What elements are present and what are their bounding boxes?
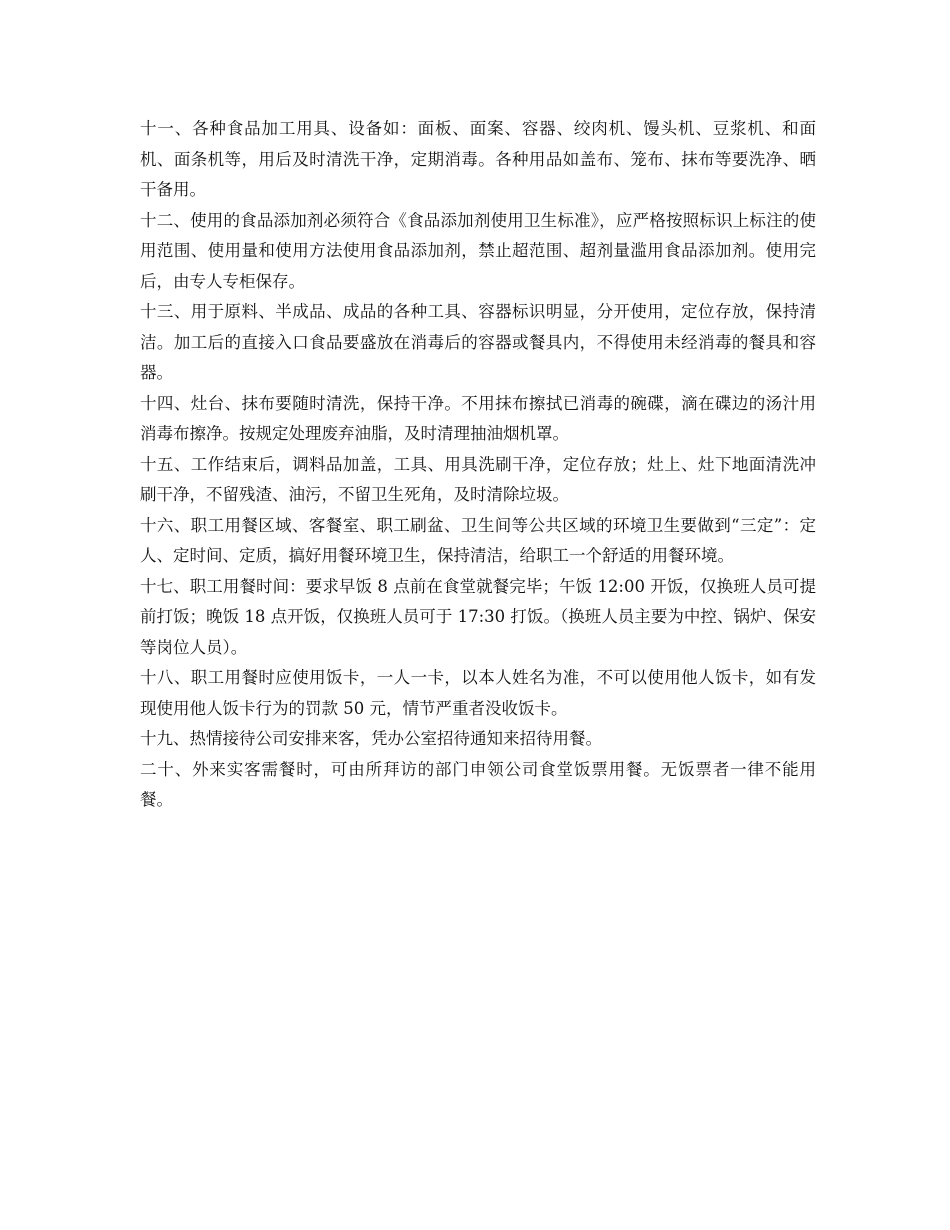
paragraph-14: 十四、灶台、抹布要随时清洗，保持干净。不用抹布擦拭已消毒的碗碟，滴在碟边的汤汁用消毒布擦净。按规定处理废弃油脂，及时清理抽油烟机罩。 — [140, 393, 816, 443]
paragraph-13: 十三、用于原料、半成品、成品的各种工具、容器标识明显，分开使用，定位存放，保持清洁。加工后的直接入口食品要盛放在消毒后的容器或餐具内，不得使用未经消毒的餐具和容器。 — [140, 302, 816, 382]
paragraph-12: 十二、使用的食品添加剂必须符合《食品添加剂使用卫生标准》，应严格按照标识上标注的使用范围、使用量和使用方法使用食品添加剂，禁止超范围、超剂量滥用食品添加剂。使用完后，由专人专柜保存。 — [140, 210, 816, 291]
paragraph-17: 十七、职工用餐时间：要求早饭 8 点前在食堂就餐完毕；午饭 12:00 开饭，仅换班人员可提前打饭；晚饭 18 点开饭，仅换班人员可于 17:30 打饭。（换班人员主要为中控、锅炉、保安等岗位人员）。 — [140, 576, 816, 657]
paragraph-19: 十九、热情接待公司安排来客，凭办公室招待通知来招待用餐。 — [140, 729, 602, 748]
paragraph-18: 十八、职工用餐时应使用饭卡，一人一卡，以本人姓名为准，不可以使用他人饭卡，如有发现使用他人饭卡行为的罚款 50 元，情节严重者没收饭卡。 — [140, 668, 816, 718]
paragraph-20: 二十、外来实客需餐时，可由所拜访的部门申领公司食堂饭票用餐。无饭票者一律不能用餐。 — [140, 759, 816, 809]
paragraph-16: 十六、职工用餐区域、客餐室、职工刷盆、卫生间等公共区域的环境卫生要做到“三定”：定人、定时间、定质，搞好用餐环境卫生，保持清洁，给职工一个舒适的用餐环境。 — [140, 515, 816, 565]
paragraph-15: 十五、工作结束后，调料品加盖，工具、用具洗刷干净，定位存放；灶上、灶下地面清洗冲刷干净，不留残渣、油污，不留卫生死角，及时清除垃圾。 — [140, 454, 816, 504]
paragraph-11: 十一、各种食品加工用具、设备如：面板、面案、容器、绞肉机、馒头机、豆浆机、和面机、面条机等，用后及时清洗干净，定期消毒。各种用品如盖布、笼布、抹布等要洗净、晒干备用。 — [140, 119, 816, 199]
document-body — [140, 114, 816, 816]
